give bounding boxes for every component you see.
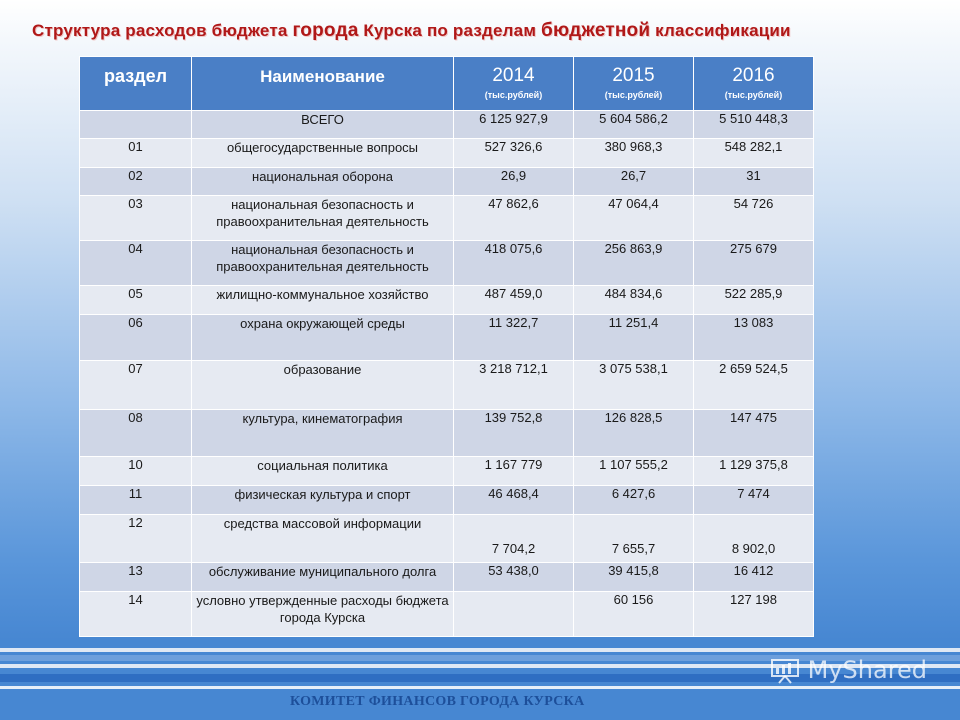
value-2015-cell: 26,7: [574, 168, 694, 196]
value-2014-cell: 487 459,0: [454, 286, 574, 315]
section-name-cell: национальная оборона: [192, 168, 454, 196]
value-2015-cell: 5 604 586,2: [574, 111, 694, 139]
value-2016-cell: 275 679: [694, 241, 814, 286]
decor-stripe: [0, 648, 960, 652]
value-2016-cell: 147 475: [694, 410, 814, 457]
section-code-cell: 01: [80, 139, 192, 168]
title-part-2: города: [292, 20, 359, 41]
section-name-cell: охрана окружающей среды: [192, 315, 454, 361]
value-2016-cell: 8 902,0: [694, 515, 814, 563]
section-code-cell: 14: [80, 592, 192, 637]
header-year-2014: [454, 57, 574, 111]
watermark-text: MyShared: [807, 656, 928, 684]
value-2014-cell: 3 218 712,1: [454, 361, 574, 410]
header-unit-label: (тыс.рублей): [724, 90, 783, 100]
section-name-cell: жилищно-коммунальное хозяйство: [192, 286, 454, 315]
value-2015-cell: 380 968,3: [574, 139, 694, 168]
section-name-cell: обслуживание муниципального долга: [192, 563, 454, 592]
table-row: [80, 139, 814, 168]
section-code-cell: 02: [80, 168, 192, 196]
table-row: [80, 361, 814, 410]
section-code-cell: 07: [80, 361, 192, 410]
section-name-cell: национальная безопасность и правоохранительная деятельность: [192, 196, 454, 241]
value-2016-cell: 5 510 448,3: [694, 111, 814, 139]
presentation-icon: [770, 658, 800, 684]
title-part-1: Структура расходов бюджета: [32, 21, 293, 40]
value-2015-cell: 7 655,7: [574, 515, 694, 563]
value-2015-cell: 256 863,9: [574, 241, 694, 286]
value-2015-cell: 11 251,4: [574, 315, 694, 361]
section-code-cell: 08: [80, 410, 192, 457]
value-2014-cell: 53 438,0: [454, 563, 574, 592]
header-year-label: 2014: [492, 65, 535, 86]
section-name-cell: ВСЕГО: [192, 111, 454, 139]
value-2014-cell: 139 752,8: [454, 410, 574, 457]
table-row: [80, 592, 814, 637]
value-2016-cell: 13 083: [694, 315, 814, 361]
value-2014-cell: 7 704,2: [454, 515, 574, 563]
section-name-cell: культура, кинематография: [192, 410, 454, 457]
watermark: [770, 656, 950, 692]
table-header-row: [80, 57, 814, 111]
value-2016-cell: 54 726: [694, 196, 814, 241]
value-2014-cell: 46 468,4: [454, 486, 574, 515]
title-part-4: бюджетной: [541, 20, 651, 41]
header-year-label: 2015: [612, 65, 655, 86]
value-2016-cell: 2 659 524,5: [694, 361, 814, 410]
header-unit-label: (тыс.рублей): [484, 90, 543, 100]
table-row: [80, 111, 814, 139]
value-2016-cell: 127 198: [694, 592, 814, 637]
slide-title: [32, 20, 932, 42]
header-year-label: 2016: [732, 65, 775, 86]
section-code-cell: [80, 111, 192, 139]
value-2016-cell: 548 282,1: [694, 139, 814, 168]
section-name-cell: национальная безопасность и правоохранительная деятельность: [192, 241, 454, 286]
value-2016-cell: 31: [694, 168, 814, 196]
section-code-cell: 06: [80, 315, 192, 361]
value-2015-cell: 39 415,8: [574, 563, 694, 592]
table-row: [80, 457, 814, 486]
section-name-cell: общегосударственные вопросы: [192, 139, 454, 168]
section-name-cell: условно утвержденные расходы бюджета города Курска: [192, 592, 454, 637]
header-year-2016: [694, 57, 814, 111]
table-row: [80, 486, 814, 515]
header-name: [192, 57, 454, 111]
value-2014-cell: 6 125 927,9: [454, 111, 574, 139]
section-code-cell: 11: [80, 486, 192, 515]
table-row: [80, 168, 814, 196]
section-code-cell: 03: [80, 196, 192, 241]
table-row: [80, 196, 814, 241]
table-row: [80, 315, 814, 361]
footer-org-name: КОМИТЕТ ФИНАНСОВ ГОРОДА КУРСКА: [290, 694, 585, 709]
section-code-cell: 04: [80, 241, 192, 286]
header-unit-label: (тыс.рублей): [604, 90, 663, 100]
section-name-cell: средства массовой информации: [192, 515, 454, 563]
value-2016-cell: 522 285,9: [694, 286, 814, 315]
value-2015-cell: 126 828,5: [574, 410, 694, 457]
title-part-3: Курска по разделам: [358, 21, 542, 40]
value-2016-cell: 16 412: [694, 563, 814, 592]
header-code-label: раздел: [103, 66, 168, 86]
section-code-cell: 10: [80, 457, 192, 486]
value-2015-cell: 484 834,6: [574, 286, 694, 315]
value-2016-cell: 1 129 375,8: [694, 457, 814, 486]
section-name-cell: физическая культура и спорт: [192, 486, 454, 515]
section-name-cell: образование: [192, 361, 454, 410]
section-code-cell: 05: [80, 286, 192, 315]
value-2014-cell: 527 326,6: [454, 139, 574, 168]
table-row: [80, 410, 814, 457]
value-2015-cell: 1 107 555,2: [574, 457, 694, 486]
value-2016-cell: 7 474: [694, 486, 814, 515]
table-row: [80, 286, 814, 315]
section-code-cell: 13: [80, 563, 192, 592]
header-year-2015: [574, 57, 694, 111]
value-2014-cell: 26,9: [454, 168, 574, 196]
value-2014-cell: [454, 592, 574, 637]
table-row: [80, 563, 814, 592]
table-row: [80, 241, 814, 286]
section-name-cell: социальная политика: [192, 457, 454, 486]
budget-table: [79, 56, 814, 637]
value-2015-cell: 47 064,4: [574, 196, 694, 241]
value-2015-cell: 60 156: [574, 592, 694, 637]
section-code-cell: 12: [80, 515, 192, 563]
value-2014-cell: 11 322,7: [454, 315, 574, 361]
header-code: [80, 57, 192, 111]
value-2014-cell: 47 862,6: [454, 196, 574, 241]
value-2014-cell: 1 167 779: [454, 457, 574, 486]
value-2015-cell: 6 427,6: [574, 486, 694, 515]
table-row: [80, 515, 814, 563]
value-2015-cell: 3 075 538,1: [574, 361, 694, 410]
value-2014-cell: 418 075,6: [454, 241, 574, 286]
header-name-label: Наименование: [260, 67, 385, 86]
title-part-5: классификации: [650, 21, 791, 40]
